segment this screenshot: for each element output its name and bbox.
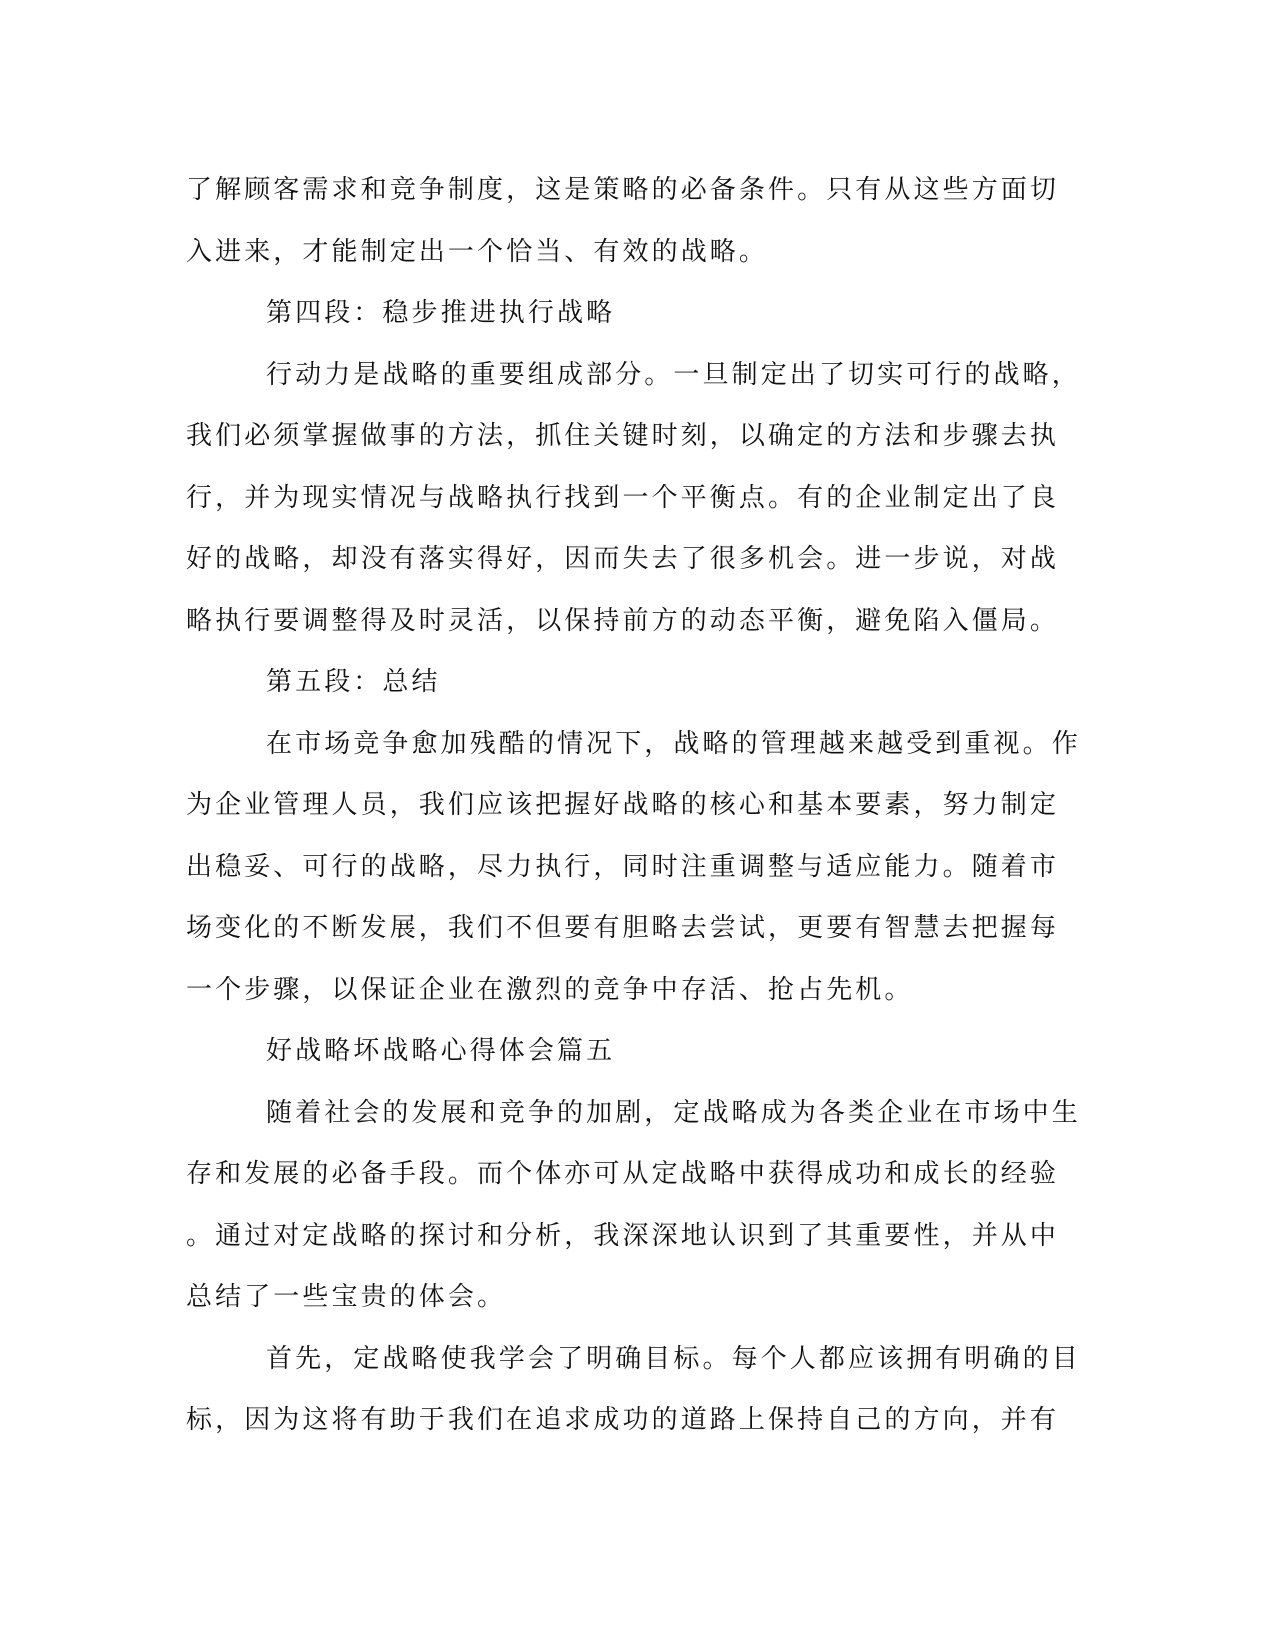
text-line: 标，因为这将有助于我们在追求成功的道路上保持自己的方向，并有 <box>186 1405 1060 1435</box>
text-line: 随着社会的发展和竞争的加剧，定战略成为各类企业在市场中生 <box>266 1097 1081 1128</box>
text-line: 总结了一些宝贵的体会。 <box>186 1282 507 1312</box>
text-line: 为企业管理人员，我们应该把握好战略的核心和基本要素，努力制定 <box>186 790 1060 820</box>
text-line: 略执行要调整得及时灵活，以保持前方的动态平衡，避免陷入僵局。 <box>186 605 1060 636</box>
text-line: 出稳妥、可行的战略，尽力执行，同时注重调整与适应能力。随着市 <box>186 851 1060 882</box>
text-line: 行动力是战略的重要组成部分。一旦制定出了切实可行的战略， <box>266 359 1081 390</box>
text-line: 我们必须掌握做事的方法，抓住关键时刻，以确定的方法和步骤去执 <box>186 421 1060 451</box>
text-line: 。通过对定战略的探讨和分析，我深深地认识到了其重要性，并从中 <box>186 1220 1060 1251</box>
body-text <box>186 160 1081 1452</box>
text-line: 一个步骤，以保证企业在激烈的竞争中存活、抢占先机。 <box>186 974 914 1005</box>
text-line: 好的战略，却没有落实得好，因而失去了很多机会。进一步说，对战 <box>186 544 1060 574</box>
text-line: 在市场竞争愈加残酷的情况下，战略的管理越来越受到重视。作 <box>266 728 1081 759</box>
text-line: 行，并为现实情况与战略执行找到一个平衡点。有的企业制定出了良 <box>186 482 1060 513</box>
section-heading-5: 第五段：总结 <box>266 667 441 697</box>
text-line: 场变化的不断发展，我们不但要有胆略去尝试，更要有智慧去把握每 <box>186 913 1060 943</box>
text-line: 存和发展的必备手段。而个体亦可从定战略中获得成功和成长的经验 <box>186 1159 1060 1189</box>
text-line: 首先，定战略使我学会了明确目标。每个人都应该拥有明确的目 <box>266 1343 1081 1374</box>
article-title: 好战略坏战略心得体会篇五 <box>266 1036 616 1066</box>
section-heading-4: 第四段：稳步推进执行战略 <box>266 298 616 328</box>
text-line: 入进来，才能制定出一个恰当、有效的战略。 <box>186 236 769 267</box>
text-line: 了解顾客需求和竞争制度，这是策略的必备条件。只有从这些方面切 <box>186 175 1060 205</box>
